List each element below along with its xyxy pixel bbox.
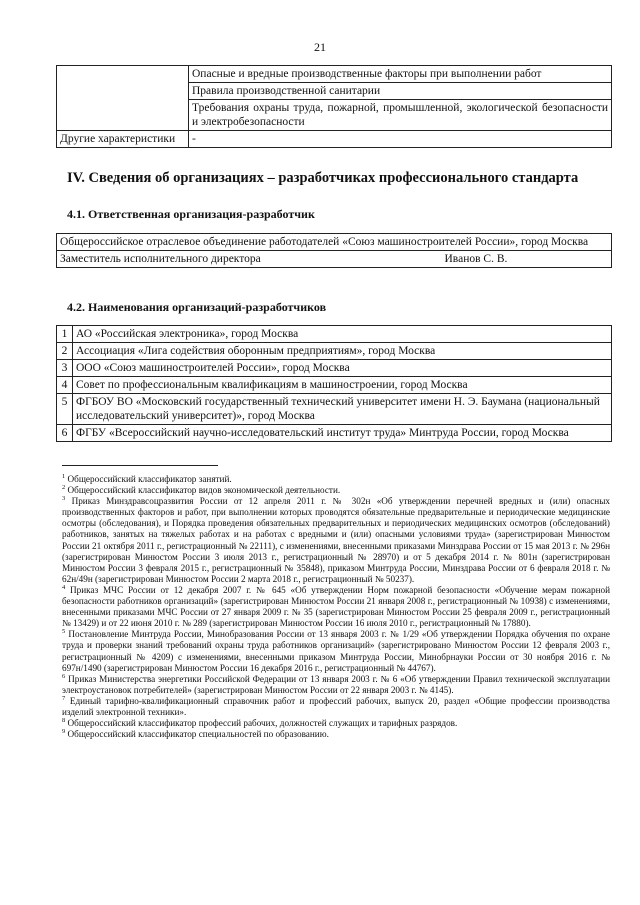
footnote	[62, 674, 610, 696]
table-cell: Требования охраны труда, пожарной, промышленной, экологической безопасности и электробезопасности	[189, 100, 612, 131]
footnote-text: Общероссийский классификатор занятий.	[67, 474, 232, 484]
row-number: 4	[57, 377, 73, 394]
footnote	[62, 585, 610, 629]
characteristics-table	[56, 65, 612, 148]
footnote-number: 7	[62, 694, 66, 702]
section-title: IV. Сведения об организациях – разработчиках профессионального стандарта	[67, 170, 579, 186]
row-number: 3	[57, 360, 73, 377]
footnote-divider	[62, 465, 218, 466]
footnote-number: 6	[62, 672, 66, 680]
position-cell: Заместитель исполнительного директора	[57, 251, 442, 268]
footnote-text: Постановление Минтруда России, Минобразования России от 13 января 2003 г. № 1/29 «Об утверждении Порядка обучения по охране труда и проверки знаний требований охраны труда работников организаций» (зарегистрировано Минюстом России 12 февраля 2003 г., регистрационный № 4209) с изменениями, внесенными приказом Минтруда России, Минобрнауки России от 30 ноября 2016 г. № 697н/1490 (зарегистрирован Минюстом России 16 декабря 2016 г., регистрационный № 44767).	[62, 629, 611, 673]
footnote	[62, 729, 610, 740]
footnote	[62, 696, 610, 718]
table-row	[57, 251, 612, 268]
row-number: 2	[57, 343, 73, 360]
footnote	[62, 629, 610, 673]
responsible-org-table	[56, 233, 612, 268]
footnote-text: Общероссийский классификатор видов экономической деятельности.	[67, 485, 341, 496]
page-number: 21	[314, 40, 326, 54]
footnote-number: 5	[62, 628, 66, 636]
org-name-cell: Общероссийское отраслевое объединение работодателей «Союз машиностроителей России», город Москва	[57, 234, 612, 251]
footnote-text: Общероссийский классификатор специальностей по образованию.	[67, 729, 329, 740]
footnote-number: 8	[62, 717, 66, 724]
footnote-number: 3	[62, 495, 66, 503]
table-row	[57, 131, 612, 148]
table-row	[57, 377, 612, 394]
developers-table	[56, 325, 612, 442]
table-cell-empty	[57, 66, 189, 131]
table-row	[57, 343, 612, 360]
footnote-text: Приказ Минздравсоцразвития России от 12 апреля 2011 г. № 302н «Об утверждении перечней вредных и (или) опасных производственных факторов и работ, при выполнении которых проводятся обязательные предварительные и периодические медицинские осмотры (обследования), и Порядка проведения обязательных предварительных и периодических медицинских осмотров (обследований) работников, занятых на тяжелых работах и на работах с вредными и (или) опасными условиями труда» (зарегистрирован Минюстом России 21 октября 2011 г., регистрационный № 22111), с изменениями, внесенными приказами Минздрава России от 15 мая 2013 г. № 296н (зарегистрирован Минюстом России 3 июля 2013 г., регистрационный № 28970) и от 5 декабря 2014 г. № 801н (зарегистрирован Минюстом России 3 февраля 2015 г., регистрационный № 35848), приказом Минтруда России, Минздрава России от 6 февраля 2018 г. № 62н/49н (зарегистрирован Минюстом России 2 марта 2018 г., регистрационный № 50237).	[62, 496, 610, 584]
subsection-title-responsible: 4.1. Ответственная организация-разработчик	[67, 207, 315, 221]
table-row	[57, 394, 612, 425]
footnote-number: 2	[62, 484, 66, 492]
subsection-title-developers: 4.2. Наименования организаций-разработчиков	[67, 300, 327, 314]
footnote-text: Приказ МЧС России от 12 декабря 2007 г. № 645 «Об утверждении Норм пожарной безопасности «Обучение мерам пожарной безопасности работников организаций» (зарегистрирован Минюстом России 21 января 2008 г., регистрационный № 10938) с изменениями, внесенными приказами МЧС России от 27 января 2009 г. № 35 (зарегистрирован Минюстом России 25 февраля 2009 г., регистрационный № 13429) и от 22 июня 2010 г. № 289 (зарегистрирован Минюстом России 16 июля 2010 г., регистрационный № 17880).	[62, 584, 610, 629]
footnote-text: Общероссийский классификатор профессий рабочих, должностей служащих и тарифных разрядов.	[67, 718, 458, 729]
footnotes	[62, 474, 610, 740]
footnote-number: 4	[62, 583, 66, 591]
row-text: ФГБУ «Всероссийский научно-исследовательский институт труда» Минтруда России, город Москва	[73, 425, 612, 442]
table-cell: Опасные и вредные производственные факторы при выполнении работ	[189, 66, 612, 83]
row-number: 1	[57, 326, 73, 343]
table-row	[57, 234, 612, 251]
row-text: АО «Российская электроника», город Москва	[73, 326, 612, 343]
table-row	[57, 360, 612, 377]
row-number: 5	[57, 394, 73, 425]
table-cell: Правила производственной санитарии	[189, 83, 612, 100]
footnote-number: 9	[62, 728, 66, 736]
footnote	[62, 474, 610, 485]
table-cell: -	[189, 131, 612, 148]
person-cell: Иванов С. В.	[442, 251, 612, 268]
row-text: ФГБОУ ВО «Московский государственный технический университет имени Н. Э. Баумана (национальный исследовательский университет)», город Москва	[73, 394, 612, 425]
table-row	[57, 326, 612, 343]
row-number: 6	[57, 425, 73, 442]
footnote	[62, 485, 610, 496]
footnote-text: Единый тарифно-квалификационный справочник работ и профессий рабочих, выпуск 20, раздел «Общие профессии производства изделий электронной техники».	[62, 695, 610, 717]
row-text: ООО «Союз машиностроителей России», город Москва	[73, 360, 612, 377]
row-text: Ассоциация «Лига содействия оборонным предприятиям», город Москва	[73, 343, 612, 360]
footnote-text: Приказ Министерства энергетики Российской Федерации от 13 января 2003 г. № 6 «Об утверждении Правил технической эксплуатации электроустановок потребителей» (зарегистрирован Минюстом России от 22 января 2003 г. № 4145).	[62, 673, 610, 695]
footnote	[62, 496, 610, 585]
footnote	[62, 718, 610, 729]
table-row	[57, 66, 612, 83]
table-row	[57, 425, 612, 442]
footnote-number: 1	[62, 472, 66, 480]
table-cell-label: Другие характеристики	[57, 131, 189, 148]
row-text: Совет по профессиональным квалификациям в машиностроении, город Москва	[73, 377, 612, 394]
